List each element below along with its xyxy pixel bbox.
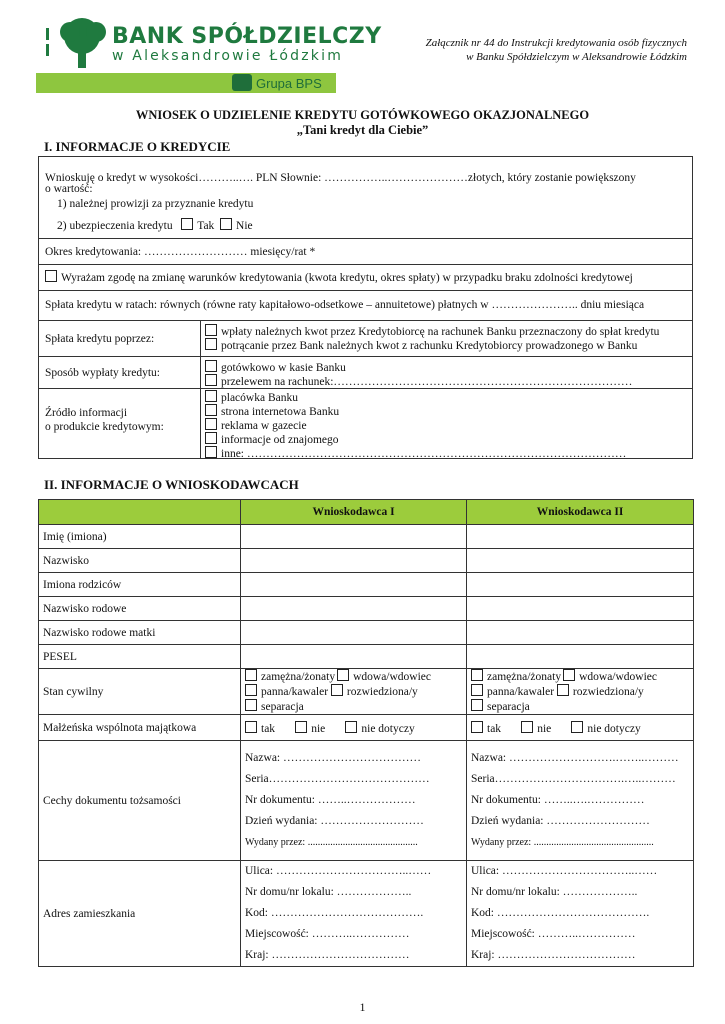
community-yes-checkbox[interactable] (245, 721, 257, 733)
payout-option-1-checkbox[interactable] (205, 360, 217, 372)
repay-option-1-checkbox[interactable] (205, 324, 217, 336)
id-fields-2[interactable]: Nazwa: ……………………….……..……… Seria…………………………….…..……… Nr dokumentu: ……..….…………… Dzień wydania: ……………………… Wydany przez: ................................................ (467, 741, 694, 861)
id-document-row: Cechy dokumentu tożsamości Nazwa: ……………………………… Seria…………………………………… Nr dokumentu: ……..……………… Dzień wydania: ……………………… Wydany przez: ............................................ Nazwa: ……………………….……..……… Seria…………………………….…..……… Nr dokumentu: ……..….…………… Dzień wydania: ……………………… Wydany przez: ................................................ (39, 741, 694, 861)
community-na-checkbox[interactable] (345, 721, 357, 733)
consent-checkbox[interactable] (45, 270, 57, 282)
insurance-no-checkbox[interactable] (220, 218, 232, 230)
married-checkbox[interactable] (245, 669, 257, 681)
table-row: PESEL (39, 645, 694, 669)
divorced-checkbox[interactable] (557, 684, 569, 696)
source-label-2: o produkcie kredytowym: (45, 421, 164, 433)
separated-checkbox[interactable] (471, 699, 483, 711)
community-na-checkbox[interactable] (571, 721, 583, 733)
consent-line: Wyrażam zgodę na zmianę warunków kredytowania (kwota kredytu, okres spłaty) w przypadku braku zdolności kredytowej (45, 270, 633, 285)
separated-checkbox[interactable] (245, 699, 257, 711)
group-name: Grupa BPS (256, 76, 322, 91)
community-options-1: tak nie nie dotyczy (241, 715, 467, 741)
widowed-checkbox[interactable] (337, 669, 349, 681)
source-option-checkbox[interactable] (205, 390, 217, 402)
repay-option-2-checkbox[interactable] (205, 338, 217, 350)
repay-option-2: potrącanie przez Bank należnych kwot z rachunku Kredytobiorcy prowadzonego w Banku (205, 338, 637, 353)
civil-status-row: Stan cywilny zamężna/żonaty wdowa/wdowiec panna/kawaler rozwiedziona/y separacja zamężna/żonaty wdowa/wdowiec panna/kawaler rozwiedziona/y separacja (39, 669, 694, 715)
married-checkbox[interactable] (471, 669, 483, 681)
document-title: WNIOSEK O UDZIELENIE KREDYTU GOTÓWKOWEGO OKAZJONALNEGO „Tani kredyt dla Ciebie” (135, 108, 590, 137)
source-option: placówka Banku (205, 390, 298, 405)
address-row: Adres zamieszkania Ulica: ……………………………..…… Nr domu/nr lokalu: ……………….. Kod: …………………………………. Miejscowość: ………..…………… Kraj: ……………………………… Ulica: ……………………………..…… Nr domu/nr lokalu: ……………….. Kod: …………………………………. Miejscowość: ………..…………… Kraj: ……………………………… (39, 861, 694, 967)
input-cell[interactable] (241, 645, 467, 669)
amount-line2: o wartość: (45, 183, 93, 195)
source-option-checkbox[interactable] (205, 432, 217, 444)
source-option: strona internetowa Banku (205, 404, 339, 419)
payout-label: Sposób wypłaty kredytu: (45, 367, 160, 379)
applicant-1-header: Wnioskodawca I (241, 500, 467, 525)
repay-option-1: wpłaty należnych kwot przez Kredytobiorcę na rachunek Banku przeznaczony do spłat kredytu (205, 324, 659, 339)
address-fields-2[interactable]: Ulica: ……………………………..…… Nr domu/nr lokalu: ……………….. Kod: …………………………………. Miejscowość: ………..…………… Kraj: ……………………………… (467, 861, 694, 967)
community-yes-checkbox[interactable] (471, 721, 483, 733)
credit-period: Okres kredytowania: ……………………… miesięcy/rat * (45, 246, 316, 258)
source-option-checkbox[interactable] (205, 418, 217, 430)
civil-status-2: zamężna/żonaty wdowa/wdowiec panna/kawaler rozwiedziona/y separacja (467, 669, 694, 715)
community-row: Małżeńska wspólnota majątkowa tak nie nie dotyczy tak nie nie dotyczy (39, 715, 694, 741)
applicants-table (38, 499, 694, 967)
section1-heading: I. INFORMACJE O KREDYCIE (44, 139, 231, 154)
payout-option-2: przelewem na rachunek:…………………………………………………………………… (205, 374, 632, 389)
community-no-checkbox[interactable] (521, 721, 533, 733)
input-cell[interactable] (241, 525, 467, 549)
input-cell[interactable] (467, 549, 694, 573)
page-number: 1 (359, 1000, 366, 1014)
table-row: Nazwisko (39, 549, 694, 573)
input-cell[interactable] (467, 525, 694, 549)
tree-logo-icon (40, 14, 112, 72)
credit-info-box (38, 156, 693, 459)
input-cell[interactable] (241, 597, 467, 621)
source-option: reklama w gazecie (205, 418, 307, 433)
single-checkbox[interactable] (245, 684, 257, 696)
input-cell[interactable] (467, 621, 694, 645)
civil-status-1: zamężna/żonaty wdowa/wdowiec panna/kawaler rozwiedziona/y separacja (241, 669, 467, 715)
input-cell[interactable] (467, 597, 694, 621)
single-checkbox[interactable] (471, 684, 483, 696)
amount-line: Wnioskuję o kredyt w wysokości………..…. PLN Słownie: ……………..…………………złotych, który zostanie powiększony (45, 172, 636, 184)
repayment-line: Spłata kredytu w ratach: równych (równe raty kapitałowo-odsetkowe – annuitetowe) płatnych w ………………….. dniu miesiąca (45, 299, 645, 311)
table-row: Nazwisko rodowe matki (39, 621, 694, 645)
annex-note: Załącznik nr 44 do Instrukcji kredytowania osób fizycznych w Banku Spółdzielczym w Aleksandrowie Łódzkim (425, 37, 687, 63)
insurance-item: 2) ubezpieczenia kredytu Tak Nie (57, 220, 253, 232)
community-options-2: tak nie nie dotyczy (467, 715, 694, 741)
source-option: informacje od znajomego (205, 432, 339, 447)
widowed-checkbox[interactable] (563, 669, 575, 681)
divorced-checkbox[interactable] (331, 684, 343, 696)
input-cell[interactable] (241, 621, 467, 645)
commission-item: 1) należnej prowizji za przyznanie kredytu (57, 198, 254, 210)
id-fields-1[interactable]: Nazwa: ……………………………… Seria…………………………………… Nr dokumentu: ……..……………… Dzień wydania: ……………………… Wydany przez: ............................................ (241, 741, 467, 861)
address-fields-1[interactable]: Ulica: ……………………………..…… Nr domu/nr lokalu: ……………….. Kod: …………………………………. Miejscowość: ………..…………… Kraj: ……………………………… (241, 861, 467, 967)
input-cell[interactable] (467, 645, 694, 669)
table-header-row (39, 500, 694, 525)
table-row: Imiona rodziców (39, 573, 694, 597)
table-row: Imię (imiona) (39, 525, 694, 549)
community-no-checkbox[interactable] (295, 721, 307, 733)
insurance-yes-checkbox[interactable] (181, 218, 193, 230)
source-option: inne: ……………………………………………………………………………………… (205, 446, 626, 461)
payout-option-1: gotówkowo w kasie Banku (205, 360, 346, 375)
applicant-2-header: Wnioskodawca II (467, 500, 694, 525)
input-cell[interactable] (241, 549, 467, 573)
table-row: Nazwisko rodowe (39, 597, 694, 621)
repay-method-label: Spłata kredytu poprzez: (45, 333, 155, 345)
input-cell[interactable] (241, 573, 467, 597)
input-cell[interactable] (467, 573, 694, 597)
section2-heading: II. INFORMACJE O WNIOSKODAWCACH (44, 477, 299, 492)
source-option-checkbox[interactable] (205, 446, 217, 458)
payout-option-2-checkbox[interactable] (205, 374, 217, 386)
bank-city: w Aleksandrowie Łódzkim (112, 48, 344, 64)
source-label-1: Źródło informacji (45, 407, 128, 419)
bps-logo-icon (232, 74, 252, 91)
source-option-checkbox[interactable] (205, 404, 217, 416)
bank-name: BANK SPÓŁDZIELCZY (112, 24, 382, 49)
